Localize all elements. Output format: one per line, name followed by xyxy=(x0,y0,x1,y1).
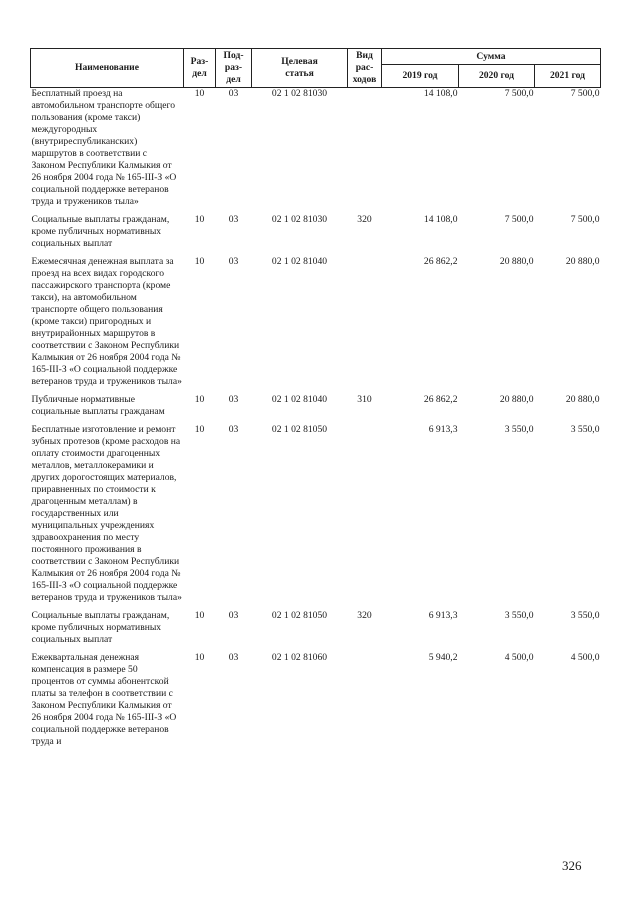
amount-2019-cell: 26 862,2 xyxy=(423,256,458,267)
name-cell: Ежеквартальная денежная компенсация в размере 50 процентов от суммы абонентской платы за телефон в соответствии с Законом Республики Калмыкия от 26 ноября 2004 года № 165-III-З «О социальной поддержке ветеранов труда и xyxy=(31,652,177,747)
expense-type-cell xyxy=(348,88,382,215)
expense-type-cell xyxy=(348,652,382,754)
target-article-cell: 02 1 02 81040 xyxy=(271,394,328,405)
expense-type-cell: 320 xyxy=(357,214,372,225)
amount-2021-cell: 4 500,0 xyxy=(570,652,600,663)
subsection-cell: 03 xyxy=(228,424,239,435)
amount-2019-cell: 14 108,0 xyxy=(423,214,458,225)
target-article-cell: 02 1 02 81040 xyxy=(271,256,328,267)
section-cell: 10 xyxy=(194,88,205,99)
amount-2021-cell: 7 500,0 xyxy=(570,88,600,99)
table-row xyxy=(31,610,601,652)
section-cell: 10 xyxy=(194,424,205,435)
target-article-cell: 02 1 02 81060 xyxy=(271,652,328,663)
amount-2021-cell: 20 880,0 xyxy=(565,256,600,267)
page-number: 326 xyxy=(562,858,582,873)
table-row xyxy=(31,394,601,424)
amount-2021-cell: 3 550,0 xyxy=(570,610,600,621)
target-article-cell: 02 1 02 81050 xyxy=(271,610,328,621)
header-expense-type: Вид рас- ходов xyxy=(348,49,382,88)
table-body xyxy=(31,88,601,755)
section-cell: 10 xyxy=(194,652,205,663)
name-cell: Бесплатные изготовление и ремонт зубных протезов (кроме расходов на оплату стоимости драгоценных металлов, металлокерамики и других дорогостоящих материалов, приравненных по стоимости к драгоценным металлам) в государственных или муниципальных учреждениях здравоохранения по месту постоянного проживания в соответствии с Законом Республики Калмыкия от 26 ноября 2004 года № 165-III-З «О социальной поддержке ветеранов труда и тружеников тыла» xyxy=(31,424,182,603)
amount-2020-cell: 20 880,0 xyxy=(499,394,534,405)
subsection-cell: 03 xyxy=(228,652,239,663)
amount-2019-cell: 6 913,3 xyxy=(428,610,458,621)
table-row xyxy=(31,424,601,610)
subsection-cell: 03 xyxy=(228,214,239,225)
amount-2020-cell: 20 880,0 xyxy=(499,256,534,267)
header-amount: Сумма xyxy=(382,49,601,65)
amount-2019-cell: 6 913,3 xyxy=(428,424,458,435)
header-subsection: Под- раз- дел xyxy=(216,49,252,88)
name-cell: Бесплатный проезд на автомобильном транспорте общего пользования (кроме такси) междугородных (внутриреспубликанских) маршрутов в соответствии с Законом Республики Калмыкия от 26 ноября 2004 года № 165-III-З «О социальной поддержке ветеранов труда и тружеников тыла» xyxy=(31,88,177,207)
target-article-cell: 02 1 02 81030 xyxy=(271,88,328,99)
amount-2020-cell: 3 550,0 xyxy=(504,424,534,435)
header-name: Наименование xyxy=(31,49,184,88)
amount-2019-cell: 5 940,2 xyxy=(428,652,458,663)
expense-type-cell xyxy=(348,256,382,394)
expense-type-cell xyxy=(348,424,382,610)
table-row xyxy=(31,256,601,394)
expense-type-cell: 310 xyxy=(357,394,372,405)
table-row xyxy=(31,214,601,256)
subsection-cell: 03 xyxy=(228,610,239,621)
section-cell: 10 xyxy=(194,256,205,267)
header-year-2021: 2021 год xyxy=(535,65,601,88)
section-cell: 10 xyxy=(194,214,205,225)
name-cell: Ежемесячная денежная выплата за проезд на всех видах городского пассажирского транспорта (кроме такси), на автомобильном транспорте общего пользования (кроме такси) пригородных и внутрирайонных маршрутов в соответствии с Законом Республики Калмыкия от 26 ноября 2004 года № 165-III-З «О социальной поддержке ветеранов труда и тружеников тыла» xyxy=(31,256,182,387)
header-section: Раз- дел xyxy=(184,49,216,88)
name-cell: Социальные выплаты гражданам, кроме публичных нормативных социальных выплат xyxy=(31,214,170,249)
table-row xyxy=(31,88,601,215)
header-year-2020: 2020 год xyxy=(459,65,535,88)
amount-2021-cell: 20 880,0 xyxy=(565,394,600,405)
header-year-2019: 2019 год xyxy=(382,65,459,88)
amount-2020-cell: 7 500,0 xyxy=(504,88,534,99)
expense-type-cell: 320 xyxy=(357,610,372,621)
subsection-cell: 03 xyxy=(228,88,239,99)
target-article-cell: 02 1 02 81030 xyxy=(271,214,328,225)
budget-table xyxy=(30,48,601,754)
amount-2020-cell: 4 500,0 xyxy=(504,652,534,663)
amount-2021-cell: 3 550,0 xyxy=(570,424,600,435)
subsection-cell: 03 xyxy=(228,394,239,405)
target-article-cell: 02 1 02 81050 xyxy=(271,424,328,435)
section-cell: 10 xyxy=(194,610,205,621)
name-cell: Социальные выплаты гражданам, кроме публичных нормативных социальных выплат xyxy=(31,610,170,645)
section-cell: 10 xyxy=(194,394,205,405)
subsection-cell: 03 xyxy=(228,256,239,267)
amount-2019-cell: 14 108,0 xyxy=(423,88,458,99)
amount-2021-cell: 7 500,0 xyxy=(570,214,600,225)
amount-2019-cell: 26 862,2 xyxy=(423,394,458,405)
amount-2020-cell: 3 550,0 xyxy=(504,610,534,621)
header-target-article: Целевая статья xyxy=(252,49,348,88)
table-row xyxy=(31,652,601,754)
amount-2020-cell: 7 500,0 xyxy=(504,214,534,225)
name-cell: Публичные нормативные социальные выплаты гражданам xyxy=(31,394,165,417)
